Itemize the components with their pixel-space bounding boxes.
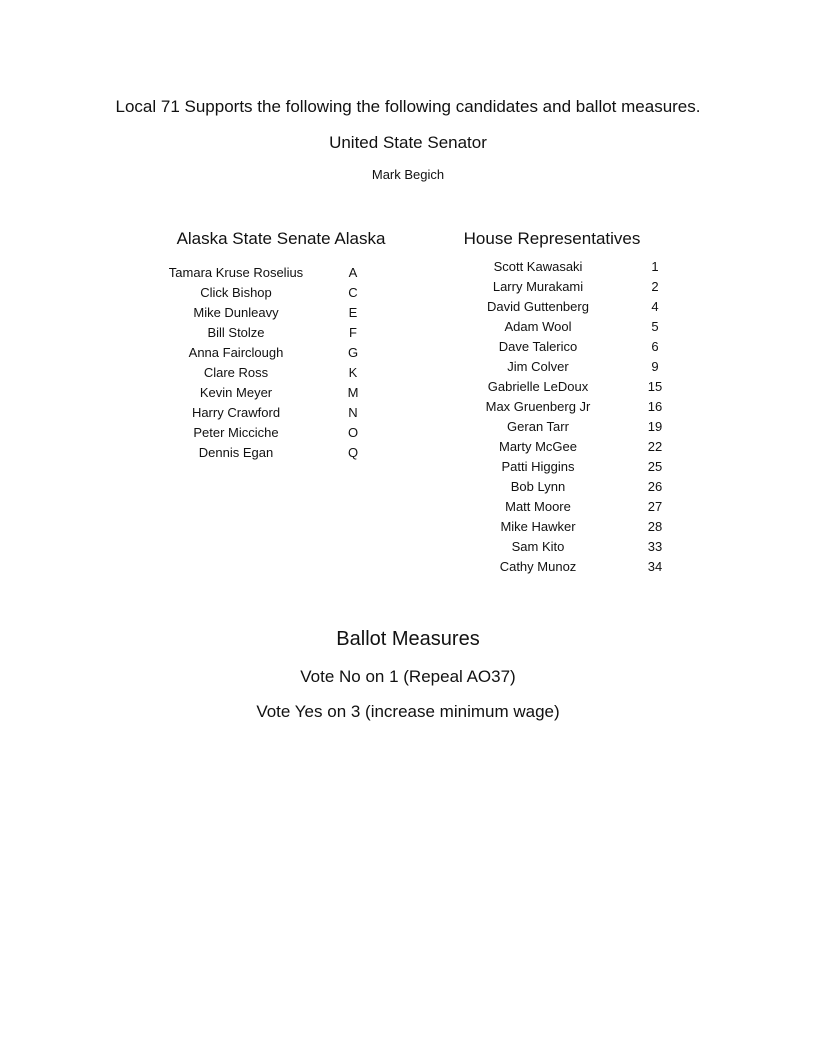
- candidate-district: 2: [651, 279, 659, 294]
- candidate-name: Sam Kito: [511, 539, 565, 554]
- candidate-district: 19: [647, 419, 663, 434]
- candidate-name: Dave Talerico: [498, 339, 578, 354]
- candidate-name: Mike Hawker: [500, 519, 576, 534]
- ballot-measure-item: Vote Yes on 3 (increase minimum wage): [256, 702, 560, 721]
- candidate-name: Kevin Meyer: [199, 385, 273, 400]
- page-heading: Local 71 Supports the following the following candidates and ballot measures.: [115, 97, 701, 116]
- candidate-name: Clare Ross: [203, 365, 269, 380]
- state-senate-title: Alaska State Senate Alaska: [176, 229, 386, 248]
- candidate-name: David Guttenberg: [487, 299, 589, 314]
- candidate-district: 16: [647, 399, 663, 414]
- candidate-district: G: [347, 345, 359, 360]
- candidate-district: A: [348, 265, 358, 280]
- candidate-name: Matt Moore: [505, 499, 571, 514]
- candidate-district: 15: [647, 379, 663, 394]
- candidate-name: Bill Stolze: [207, 325, 265, 340]
- us-senator-name: Mark Begich: [371, 167, 445, 182]
- candidate-name: Peter Micciche: [193, 425, 279, 440]
- candidate-name: Mike Dunleavy: [193, 305, 279, 320]
- candidate-district: F: [349, 325, 357, 340]
- candidate-district: 9: [651, 359, 659, 374]
- candidate-name: Geran Tarr: [507, 419, 569, 434]
- candidate-district: E: [348, 305, 358, 320]
- candidate-name: Marty McGee: [498, 439, 577, 454]
- candidate-district: 1: [651, 259, 659, 274]
- candidate-district: 25: [647, 459, 663, 474]
- candidate-district: C: [348, 285, 358, 300]
- candidate-name: Scott Kawasaki: [493, 259, 583, 274]
- candidate-name: Gabrielle LeDoux: [487, 379, 589, 394]
- candidate-district: 4: [651, 299, 659, 314]
- candidate-district: 28: [647, 519, 663, 534]
- candidate-name: Adam Wool: [504, 319, 572, 334]
- candidate-district: N: [348, 405, 358, 420]
- candidate-name: Click Bishop: [200, 285, 272, 300]
- candidate-district: 5: [651, 319, 659, 334]
- candidate-name: Larry Murakami: [492, 279, 584, 294]
- candidate-district: O: [347, 425, 359, 440]
- candidate-district: 6: [651, 339, 659, 354]
- us-senator-title: United State Senator: [329, 133, 487, 152]
- candidate-district: 33: [647, 539, 663, 554]
- candidate-name: Tamara Kruse Roselius: [168, 265, 304, 280]
- candidate-district: 27: [647, 499, 663, 514]
- candidate-name: Cathy Munoz: [499, 559, 577, 574]
- candidate-district: 34: [647, 559, 663, 574]
- candidate-name: Bob Lynn: [510, 479, 566, 494]
- candidate-district: M: [347, 385, 359, 400]
- candidate-district: 26: [647, 479, 663, 494]
- house-title: House Representatives: [463, 229, 641, 248]
- candidate-name: Jim Colver: [507, 359, 569, 374]
- candidate-district: 22: [647, 439, 663, 454]
- candidate-district: K: [348, 365, 358, 380]
- candidate-name: Dennis Egan: [198, 445, 274, 460]
- candidate-district: Q: [347, 445, 359, 460]
- candidate-name: Max Gruenberg Jr: [485, 399, 591, 414]
- ballot-measures-title: Ballot Measures: [336, 628, 480, 650]
- ballot-measure-item: Vote No on 1 (Repeal AO37): [300, 667, 516, 686]
- candidate-name: Harry Crawford: [191, 405, 281, 420]
- candidate-name: Anna Fairclough: [188, 345, 284, 360]
- candidate-name: Patti Higgins: [501, 459, 575, 474]
